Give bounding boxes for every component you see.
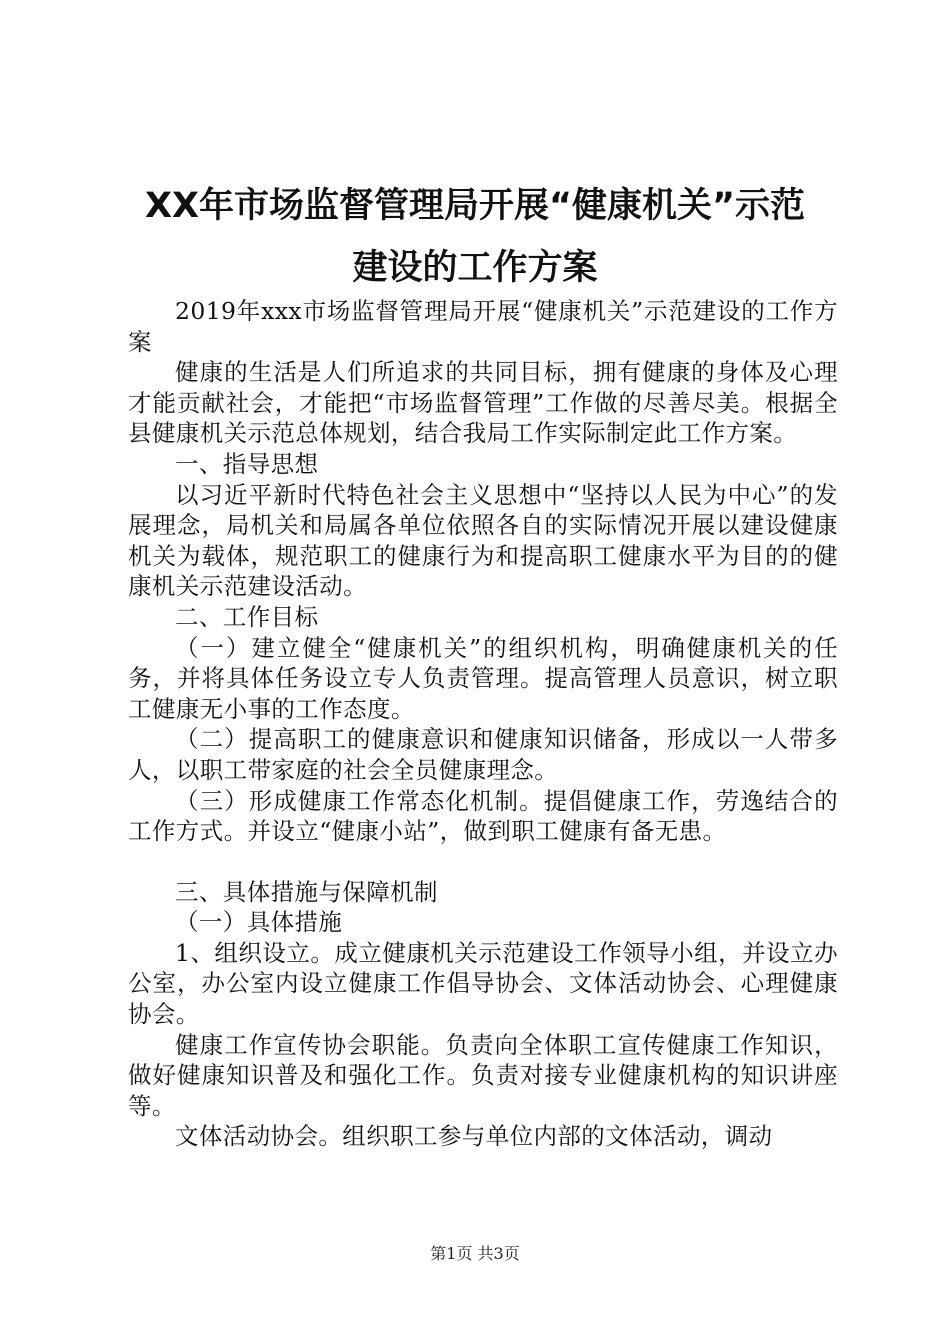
guiding-ideology-paragraph: 以习近平新时代特色社会主义思想中“坚持以人民为中心”的发展理念，局机关和局属各单位依照各自的实际情况开展以建设健康机关为载体，规范职工的健康行为和提高职工健康水平为目的的健康机关示范建设活动。	[128, 480, 838, 601]
document-body	[128, 296, 838, 1152]
document-title-line-1: XX年市场监督管理局开展“健康机关”示范	[145, 186, 805, 226]
document-title-line-2: 建设的工作方案	[352, 248, 598, 288]
subtitle-paragraph: 2019年xxx市场监督管理局开展“健康机关”示范建设的工作方案	[128, 297, 838, 356]
section-heading-work-goals: 二、工作目标	[175, 602, 319, 631]
section-heading-guiding-ideology: 一、指导思想	[175, 449, 319, 478]
work-goal-item-3: （三）形成健康工作常态化机制。提倡健康工作，劳逸结合的工作方式。并设立“健康小站”，做到职工健康有备无患。	[128, 786, 838, 846]
work-goal-item-1: （一）建立健全“健康机关”的组织机构，明确健康机关的任务，并将具体任务设立专人负责管理。提高管理人员意识，树立职工健康无小事的工作态度。	[128, 633, 838, 723]
subsection-heading-specific-measures: （一）具体措施	[175, 908, 343, 937]
measure-item-1: 1、组织设立。成立健康机关示范建设工作领导小组，并设立办公室，办公室内设立健康工作倡导协会、文体活动协会、心理健康协会。	[128, 938, 838, 1029]
health-promotion-association-paragraph: 健康工作宣传协会职能。负责向全体职工宣传健康工作知识，做好健康知识普及和强化工作。负责对接专业健康机构的知识讲座等。	[128, 1030, 838, 1120]
intro-paragraph: 健康的生活是人们所追求的共同目标，拥有健康的身体及心理才能贡献社会，才能把“市场监督管理”工作做的尽善尽美。根据全县健康机关示范总体规划，结合我局工作实际制定此工作方案。	[128, 358, 838, 448]
page-footer: 第1页 共3页	[430, 1244, 520, 1263]
sports-association-paragraph: 文体活动协会。组织职工参与单位内部的文体活动，调动	[175, 1122, 773, 1151]
section-heading-measures: 三、具体措施与保障机制	[175, 877, 438, 906]
work-goal-item-2: （二）提高职工的健康意识和健康知识储备，形成以一人带多人，以职工带家庭的社会全员健康理念。	[128, 725, 838, 784]
